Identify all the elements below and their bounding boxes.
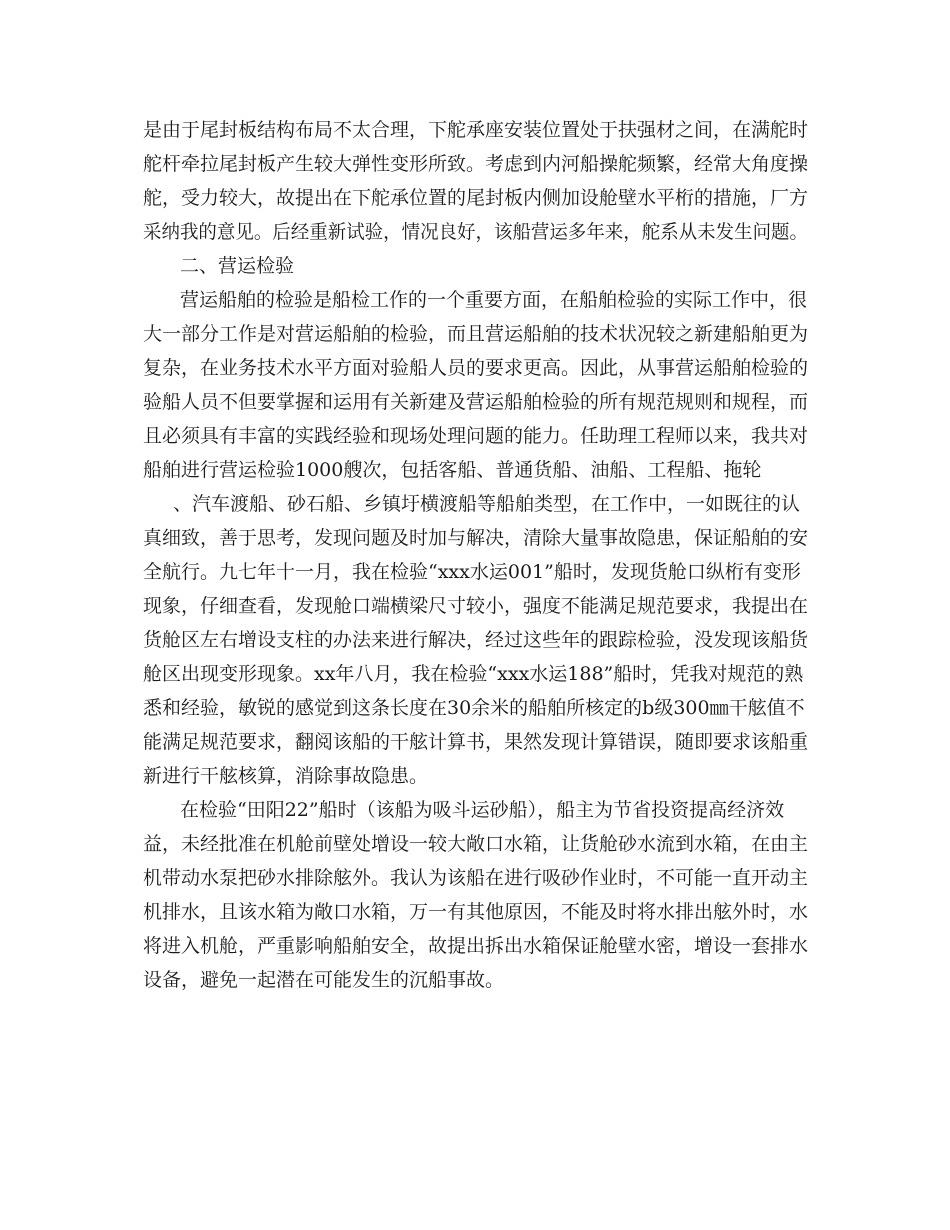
text-line: 复杂，在业务技术水平方面对验船人员的要求更高。因此，从事营运船舶检验的	[143, 357, 809, 379]
text-line: 益，未经批准在机舱前壁处增设一较大敞口水箱，让货舱砂水流到水箱，在由主	[143, 833, 809, 855]
text-line: 悉和经验，敏锐的感觉到这条长度在30余米的船舶所核定的b级300㎜干舷值不	[143, 697, 805, 719]
text-line: 新进行干舷核算，消除事故隐患。	[143, 765, 429, 787]
text-line: 舵，受力较大，故提出在下舵承位置的尾封板内侧加设舱壁水平桁的措施，厂方	[143, 187, 809, 209]
text-line: 采纳我的意见。后经重新试验，情况良好，该船营运多年来，舵系从未发生问题。	[143, 221, 809, 243]
text-line: 真细致，善于思考，发现问题及时加与解决，清除大量事故隐患，保证船舶的安	[143, 527, 809, 549]
text-line: 设备，避免一起潜在可能发生的沉船事故。	[143, 969, 505, 991]
text-line: 机带动水泵把砂水排除舷外。我认为该船在进行吸砂作业时，不可能一直开动主	[143, 867, 809, 889]
text-line: 机排水，且该水箱为敞口水箱，万一有其他原因，不能及时将水排出舷外时，水	[143, 901, 809, 923]
section-heading: 二、营运检验	[180, 255, 295, 277]
text-line: 验船人员不但要掌握和运用有关新建及营运船舶检验的所有规范规则和规程，而	[143, 391, 809, 413]
text-line: 船舶进行营运检验1000艘次，包括客船、普通货船、油船、工程船、拖轮	[143, 459, 762, 481]
text-line: 营运船舶的检验是船检工作的一个重要方面，在船舶检验的实际工作中，很	[180, 289, 808, 311]
text-line: 货舱区左右增设支柱的办法来进行解决，经过这些年的跟踪检验，没发现该船货	[143, 629, 809, 651]
text-line: 现象，仔细查看，发现舱口端横梁尺寸较小，强度不能满足规范要求，我提出在	[143, 595, 809, 617]
text-line: 、汽车渡船、砂石船、乡镇圩横渡船等船舶类型，在工作中，一如既往的认	[173, 493, 801, 515]
text-line: 舱区出现变形现象。xx年八月，我在检验“xxx水运188”船时，凭我对规范的熟	[143, 663, 804, 685]
text-line: 且必须具有丰富的实践经验和现场处理问题的能力。任助理工程师以来，我共对	[143, 425, 809, 447]
text-line: 能满足规范要求，翻阅该船的干舷计算书，果然发现计算错误，随即要求该船重	[143, 731, 809, 753]
text-line: 在检验“田阳22”船时（该船为吸斗运砂船），船主为节省投资提高经济效	[180, 799, 785, 821]
text-line: 全航行。九七年十一月，我在检验“xxx水运001”船时，发现货舱口纵桁有变形	[143, 561, 801, 583]
text-line: 将进入机舱，严重影响船舶安全，故提出拆出水箱保证舱壁水密，增设一套排水	[143, 935, 809, 957]
text-line: 是由于尾封板结构布局不太合理，下舵承座安装位置处于扶强材之间，在满舵时	[143, 119, 809, 141]
text-line: 舵杆牵拉尾封板产生较大弹性变形所致。考虑到内河船操舵频繁，经常大角度操	[143, 153, 809, 175]
text-line: 大一部分工作是对营运船舶的检验，而且营运船舶的技术状况较之新建船舶更为	[143, 323, 809, 345]
